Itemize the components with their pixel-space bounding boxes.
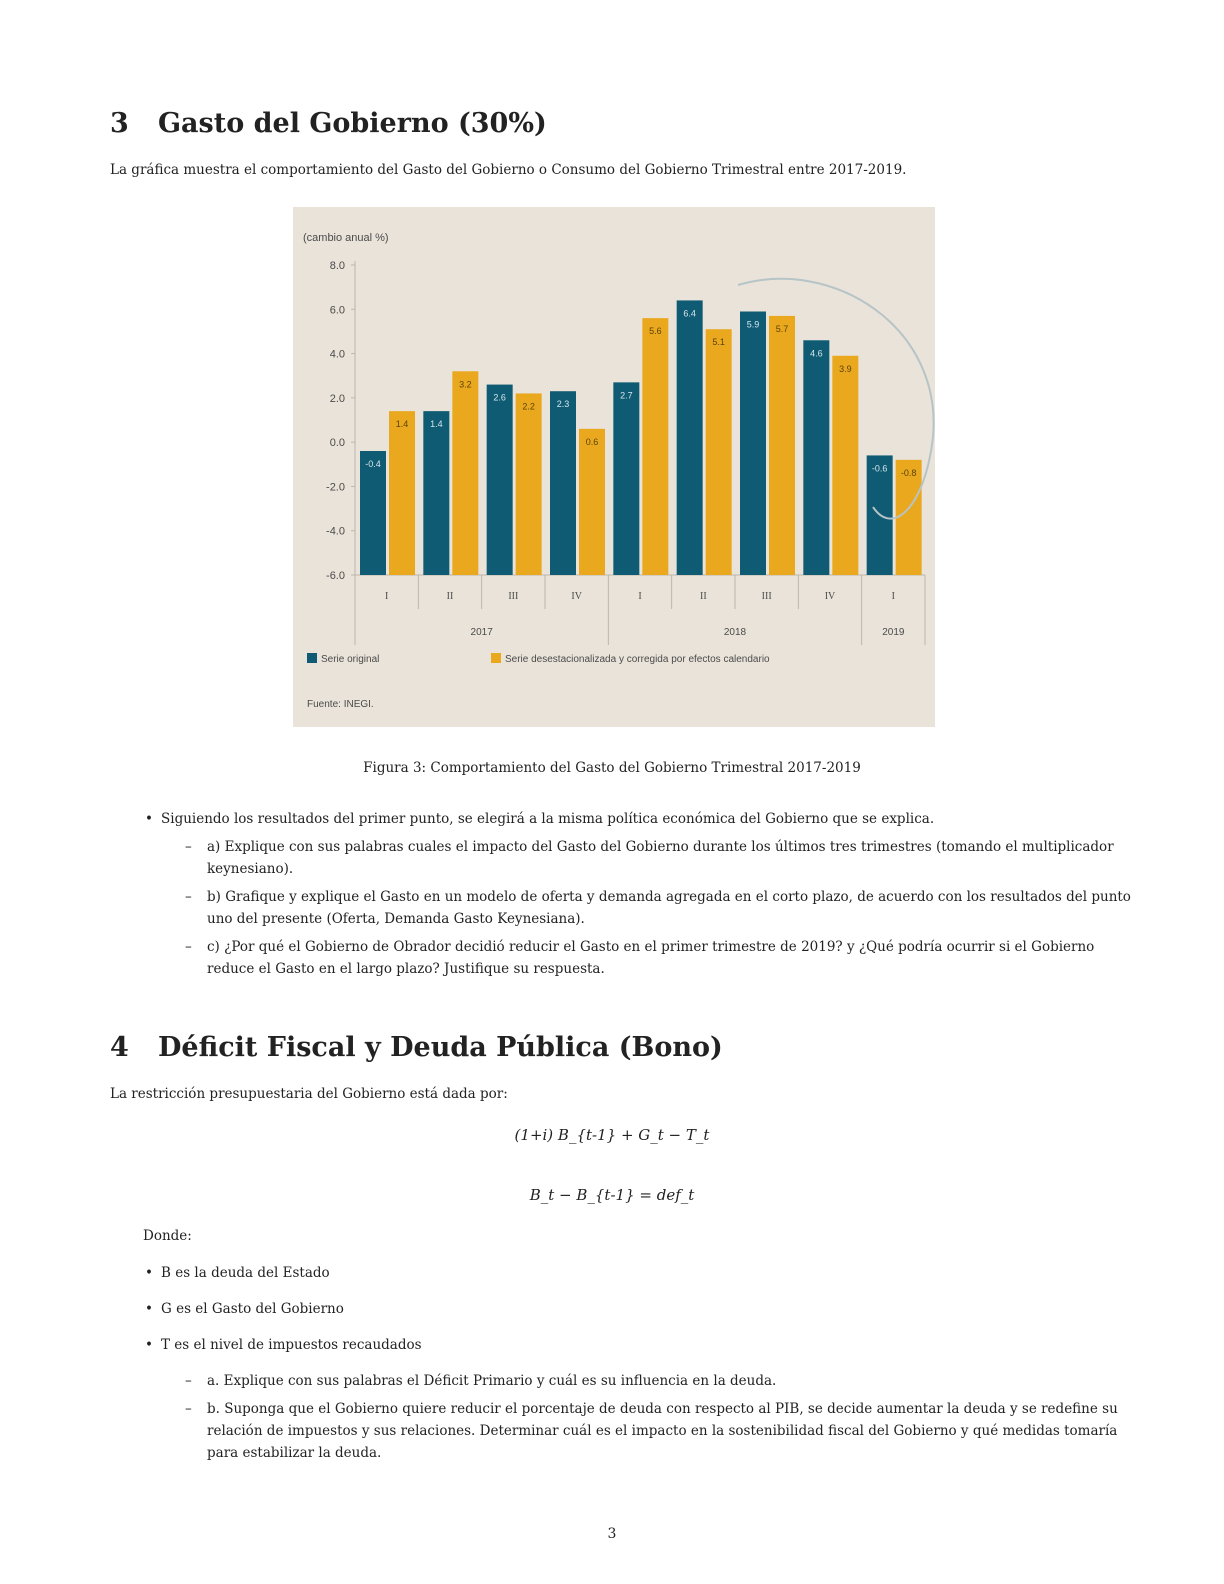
donde-label: Donde:: [143, 1228, 192, 1244]
y-tick-label: -6.0: [326, 570, 345, 582]
bar-value-label: 3.9: [839, 363, 852, 374]
definition-t: [143, 1334, 1133, 1464]
list-item: – b. Suponga que el Gobierno quiere reducir el porcentaje de deuda con respecto al PIB, se decide aumentar la deuda y se redefine su relación de impuestos y sus relaciones. Determinar cuál es el impacto en la sostenibilidad fiscal del Gobierno y qué medidas tomaría para estabilizar la deuda.: [161, 1398, 1133, 1464]
bar-value-label: -0.4: [365, 459, 381, 469]
x-tick-label: IV: [824, 591, 836, 602]
bar: [423, 411, 449, 575]
x-tick-label: II: [446, 591, 454, 602]
definition-t-text: T es el nivel de impuestos recaudados: [161, 1337, 422, 1353]
list-item: – c) ¿Por qué el Gobierno de Obrador decidió reducir el Gasto en el primer trimestre de 2019? y ¿Qué podría ocurrir si el Gobierno reduce el Gasto en el largo plazo? Justifique su respuesta.: [161, 936, 1133, 980]
bar-value-label: 1.4: [395, 419, 409, 430]
bar-value-label: 5.7: [775, 323, 789, 334]
y-tick-label: 2.0: [329, 392, 345, 405]
bar-value-label: 4.6: [810, 348, 823, 359]
section-3-heading: [110, 108, 547, 139]
y-tick-label: 8.0: [329, 260, 345, 272]
section-4-intro: La restricción presupuestaria del Gobierno está dada por:: [110, 1086, 508, 1102]
page-number: 3: [607, 1526, 617, 1542]
section-3-number: 3: [110, 108, 129, 139]
bar: [389, 411, 415, 575]
bar: [706, 329, 732, 575]
bar-value-label: 1.4: [430, 419, 443, 430]
x-tick-label: III: [761, 591, 772, 602]
bar: [803, 340, 829, 575]
year-label: 2018: [723, 627, 747, 638]
equation-1: (1+i) B_{t-1} + G_t − T_t: [514, 1126, 710, 1144]
bar: [613, 382, 639, 575]
bar: [360, 451, 386, 575]
list-item: • G es el Gasto del Gobierno: [143, 1298, 1133, 1320]
x-tick-label: III: [508, 591, 519, 602]
year-label: 2017: [470, 627, 493, 638]
question-lead: [143, 808, 1133, 980]
y-axis-label: (cambio anual %): [303, 232, 389, 244]
list-item: – a. Explique con sus palabras el Déficit Primario y cuál es su influencia en la deuda.: [161, 1370, 1133, 1392]
section-4-heading: [110, 1032, 723, 1063]
section-4-questions: [161, 1370, 1133, 1464]
x-tick-label: II: [699, 591, 707, 602]
bar: [642, 318, 668, 575]
section-3-questions: [143, 808, 1133, 986]
bar-value-label: 0.6: [585, 436, 599, 447]
section-4-number: 4: [110, 1032, 129, 1063]
section-3-title: Gasto del Gobierno (30%): [158, 108, 547, 139]
bar-value-label: 6.4: [683, 308, 696, 319]
list-item: – a) Explique con sus palabras cuales el impacto del Gasto del Gobierno durante los últimos tres trimestres (tomando el multiplicador keynesiano).: [161, 836, 1133, 880]
section-4-title: Déficit Fiscal y Deuda Pública (Bono): [158, 1032, 723, 1063]
legend-swatch: [307, 653, 317, 663]
definitions-list: [143, 1262, 1133, 1470]
question-lead-text: Siguiendo los resultados del primer punto, se elegirá a la misma política económica del Gobierno que se explica.: [161, 811, 935, 827]
list-item: • B es la deuda del Estado: [143, 1262, 1133, 1284]
bar: [452, 371, 478, 575]
bar-value-label: 2.2: [522, 401, 535, 412]
bar: [769, 316, 795, 575]
figure-caption: Figura 3: Comportamiento del Gasto del Gobierno Trimestral 2017-2019: [363, 760, 861, 776]
y-tick-label: 4.0: [329, 348, 345, 361]
x-tick-label: I: [384, 591, 389, 602]
y-tick-label: -2.0: [326, 481, 345, 494]
bar-value-label: 5.1: [712, 337, 725, 348]
bar-value-label: 5.6: [649, 326, 662, 337]
bar-value-label: 2.3: [556, 399, 570, 410]
legend-label: Serie original: [321, 654, 380, 665]
x-tick-label: IV: [571, 591, 582, 602]
bar: [487, 385, 513, 575]
bar-chart: [293, 207, 935, 727]
bar-value-label: 2.6: [493, 392, 506, 403]
y-tick-label: -4.0: [326, 525, 345, 538]
legend-swatch: [491, 653, 501, 663]
bar-value-label: -0.8: [900, 467, 917, 478]
bar-value-label: -0.6: [871, 463, 888, 474]
x-tick-label: I: [891, 591, 896, 602]
bar-value-label: 3.2: [459, 379, 472, 390]
question-sublist: [161, 836, 1133, 980]
bar: [579, 429, 605, 575]
year-label: 2019: [882, 627, 905, 638]
section-3-intro: La gráfica muestra el comportamiento del Gasto del Gobierno o Consumo del Gobierno Trimestral entre 2017-2019.: [110, 162, 907, 178]
y-tick-label: 0.0: [329, 437, 345, 450]
list-item: – b) Grafique y explique el Gasto en un modelo de oferta y demanda agregada en el corto plazo, de acuerdo con los resultados del punto uno del presente (Oferta, Demanda Gasto Keynesiana).: [161, 886, 1133, 930]
chart-source: Fuente: INEGI.: [307, 699, 374, 710]
bar: [677, 300, 703, 575]
chart-figure: [293, 207, 935, 727]
bar: [550, 391, 576, 575]
bar-value-label: 2.7: [620, 390, 633, 401]
bar: [740, 312, 766, 576]
legend-label: Serie desestacionalizada y corregida por efectos calendario: [505, 654, 770, 665]
bar: [832, 356, 858, 575]
y-tick-label: 6.0: [329, 304, 345, 317]
bar-value-label: 5.9: [746, 319, 760, 330]
x-tick-label: I: [638, 591, 642, 602]
bar: [516, 393, 542, 575]
equation-2: B_t − B_{t-1} = def_t: [529, 1186, 695, 1204]
